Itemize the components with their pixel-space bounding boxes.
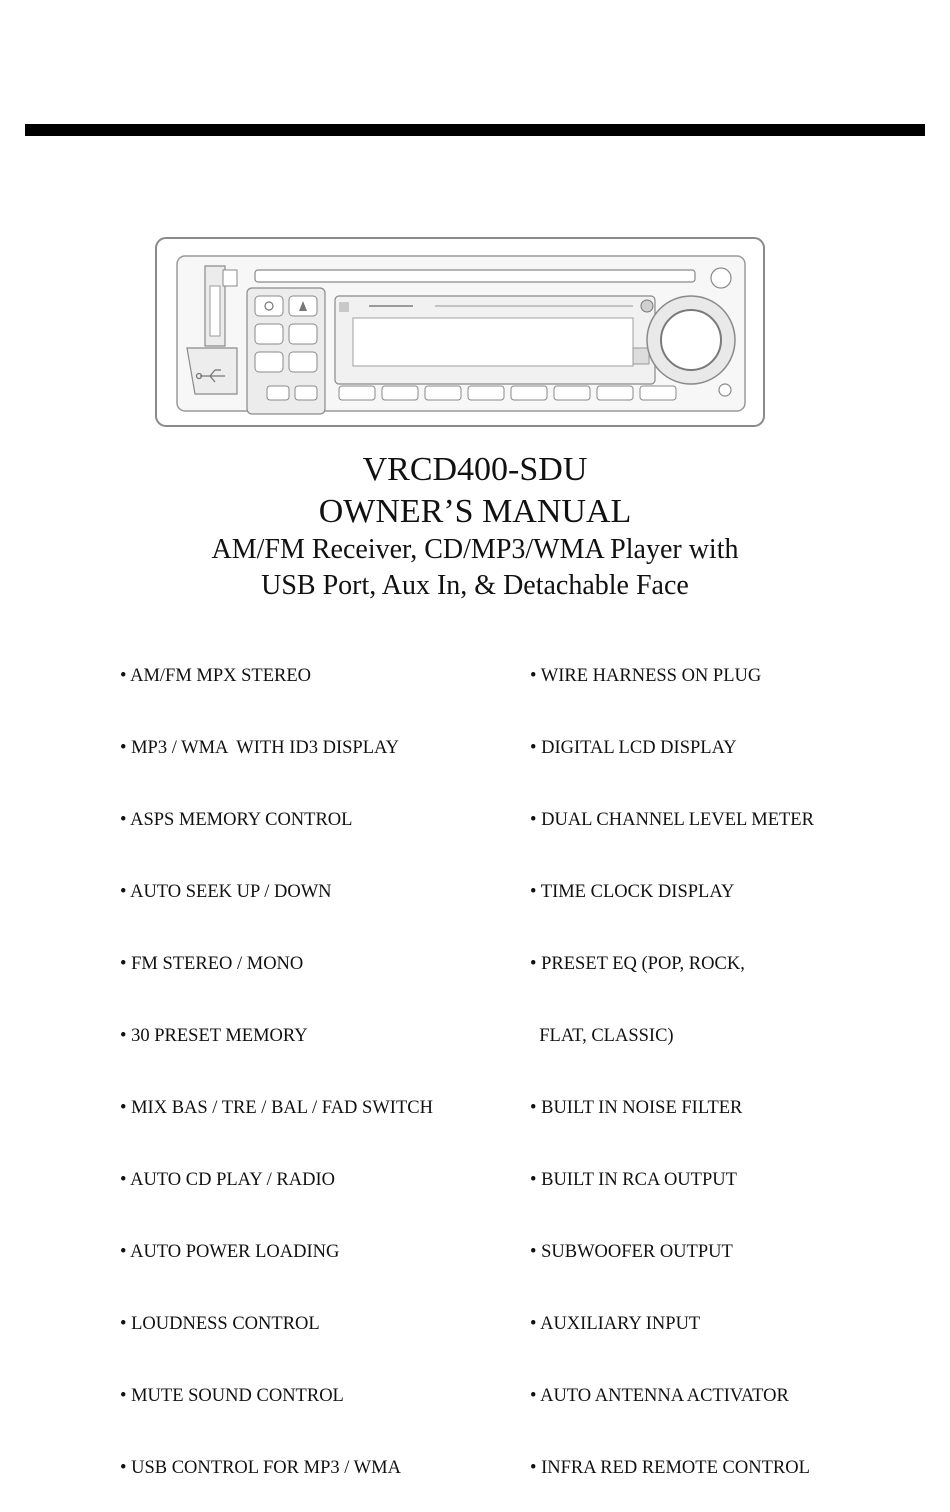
cd-slot [255,270,695,282]
feature-item: • AUXILIARY INPUT [530,1314,701,1334]
feature-item: • SUBWOOFER OUTPUT [530,1242,733,1262]
product-subtitle-line1: AM/FM Receiver, CD/MP3/WMA Player with [211,534,739,565]
feature-item: • AUTO POWER LOADING [120,1242,340,1262]
manual-title: OWNER’S MANUAL [318,493,632,530]
usb-port-area [187,348,237,394]
sd-card [210,286,220,336]
volume-knob [661,310,721,370]
features-left-column [120,616,433,1504]
cd-logo-mark [633,348,649,364]
aux-jack [719,384,731,396]
feature-item: • AUTO CD PLAY / RADIO [120,1170,335,1190]
feature-item: • DUAL CHANNEL LEVEL METER [530,810,814,830]
features-right-column [530,616,814,1504]
car-stereo-drawing [155,236,767,428]
car-stereo-illustration [155,236,767,428]
brand-logo-mark [339,302,349,312]
feature-item: • TIME CLOCK DISPLAY [530,882,735,902]
feature-item: • PRESET EQ (POP, ROCK, [530,954,745,974]
feature-item: • WIRE HARNESS ON PLUG [530,666,762,686]
product-subtitle-line2: USB Port, Aux In, & Detachable Face [261,570,689,601]
feature-item: • INFRA RED REMOTE CONTROL [530,1458,810,1478]
feature-item: • LOUDNESS CONTROL [120,1314,320,1334]
feature-item: • USB CONTROL FOR MP3 / WMA [120,1458,401,1478]
feature-item: • BUILT IN RCA OUTPUT [530,1170,737,1190]
lcd-screen [353,318,633,366]
feature-item: • MIX BAS / TRE / BAL / FAD SWITCH [120,1098,433,1118]
feature-item: • BUILT IN NOISE FILTER [530,1098,743,1118]
feature-item: • MP3 / WMA WITH ID3 DISPLAY [120,738,400,758]
feature-item: FLAT, CLASSIC) [530,1026,674,1046]
release-button [711,268,731,288]
feature-item: • AM/FM MPX STEREO [120,666,312,686]
sd-label-icon [223,270,237,286]
ir-sensor [641,300,653,312]
feature-item: • AUTO SEEK UP / DOWN [120,882,332,902]
top-rule [25,124,925,136]
feature-item: • MUTE SOUND CONTROL [120,1386,344,1406]
feature-item: • 30 PRESET MEMORY [120,1026,308,1046]
feature-item: • DIGITAL LCD DISPLAY [530,738,737,758]
model-number: VRCD400-SDU [362,451,588,488]
feature-item: • FM STEREO / MONO [120,954,304,974]
feature-item: • AUTO ANTENNA ACTIVATOR [530,1386,789,1406]
feature-item: • ASPS MEMORY CONTROL [120,810,353,830]
